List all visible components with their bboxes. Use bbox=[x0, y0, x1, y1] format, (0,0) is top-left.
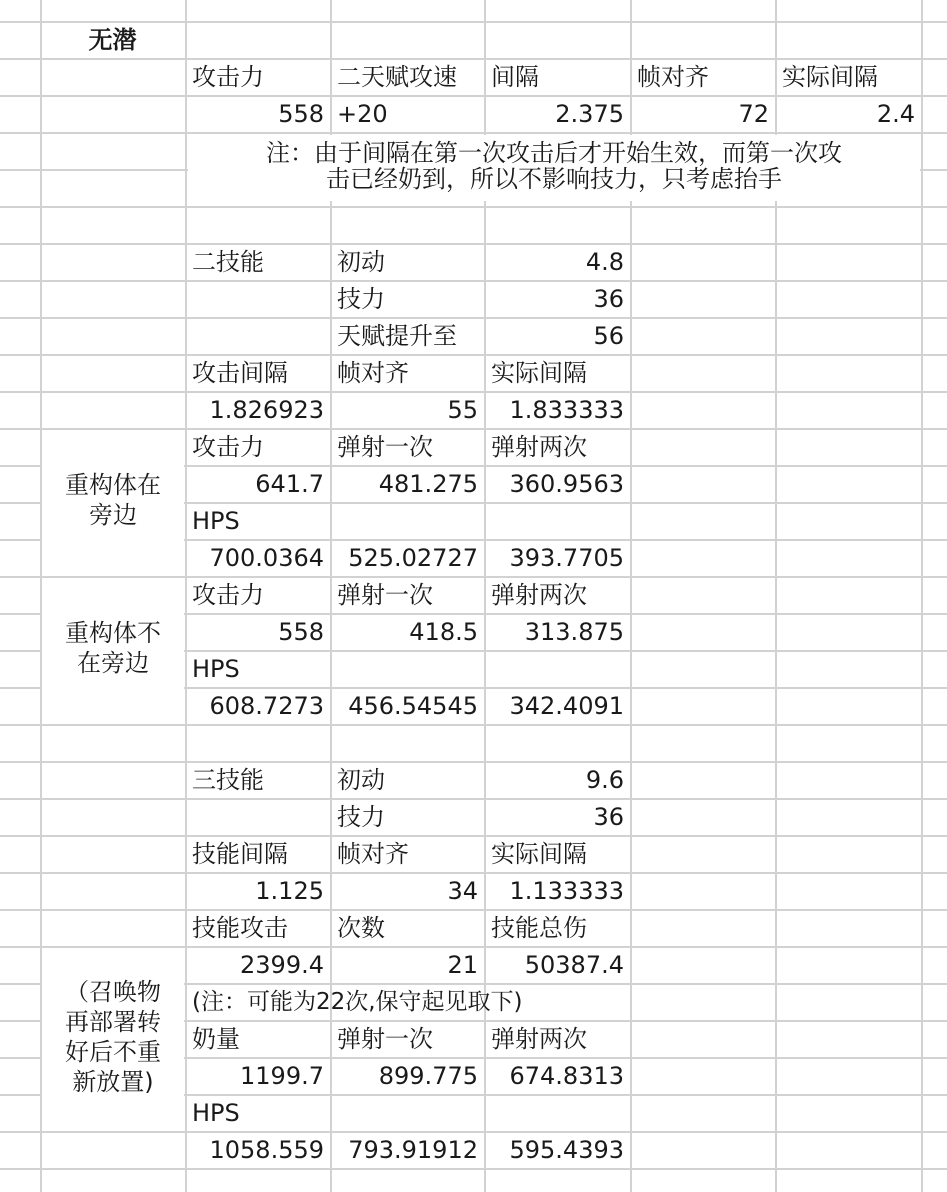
skill3-side-label[interactable] bbox=[42, 975, 184, 1109]
skill2-interval-header-2[interactable]: 实际间隔 bbox=[491, 359, 587, 387]
far-value-2[interactable]: 313.875 bbox=[524, 618, 624, 646]
skill3-hps-value-1[interactable]: 793.91912 bbox=[348, 1136, 478, 1164]
skill3-interval-header-2[interactable]: 实际间隔 bbox=[491, 840, 587, 868]
skill3-attack-header-0[interactable]: 技能攻击 bbox=[192, 914, 288, 942]
near-header-2[interactable]: 弹射两次 bbox=[491, 433, 587, 461]
skill3-interval-header-0[interactable]: 技能间隔 bbox=[192, 840, 288, 868]
skill3-side-line-2: 再部署转 bbox=[65, 1008, 161, 1036]
header-actual-interval[interactable]: 实际间隔 bbox=[782, 63, 878, 91]
header-frame-align[interactable]: 帧对齐 bbox=[637, 63, 709, 91]
skill2-init-value[interactable]: 4.8 bbox=[585, 248, 624, 276]
skill2-interval-value-2[interactable]: 1.833333 bbox=[509, 396, 624, 424]
far-hps-value-1[interactable]: 456.54545 bbox=[348, 692, 478, 720]
near-value-1[interactable]: 481.275 bbox=[378, 470, 478, 498]
skill3-hps-value-0[interactable]: 1058.559 bbox=[209, 1136, 324, 1164]
value-talent-speed[interactable]: +20 bbox=[337, 100, 388, 128]
near-hps-value-0[interactable]: 700.0364 bbox=[209, 544, 324, 572]
value-attack[interactable]: 558 bbox=[278, 100, 324, 128]
near-hps-value-2[interactable]: 393.7705 bbox=[509, 544, 624, 572]
skill3-heal-value-1[interactable]: 899.775 bbox=[378, 1062, 478, 1090]
skill3-init-label[interactable]: 初动 bbox=[337, 766, 385, 794]
skill3-sp-label[interactable]: 技力 bbox=[337, 803, 385, 831]
skill2-label[interactable]: 二技能 bbox=[192, 248, 264, 276]
header-interval[interactable]: 间隔 bbox=[491, 63, 539, 91]
value-actual-interval[interactable]: 2.4 bbox=[876, 100, 915, 128]
far-side-label[interactable] bbox=[42, 578, 184, 722]
far-side-label-line2: 在旁边 bbox=[77, 649, 149, 677]
skill3-heal-value-0[interactable]: 1199.7 bbox=[240, 1062, 324, 1090]
far-hps-value-2[interactable]: 342.4091 bbox=[509, 692, 624, 720]
note-line-1: 注：由于间隔在第一次攻击后才开始生效，而第一次攻 bbox=[266, 139, 842, 167]
far-hps-value-0[interactable]: 608.7273 bbox=[209, 692, 324, 720]
skill3-interval-value-0[interactable]: 1.125 bbox=[255, 877, 324, 905]
far-value-0[interactable]: 558 bbox=[278, 618, 324, 646]
skill2-talent-label[interactable]: 天赋提升至 bbox=[337, 322, 457, 350]
grid-row-line bbox=[0, 206, 947, 208]
sheet-title[interactable]: 无潜 bbox=[88, 26, 137, 54]
grid-col-line bbox=[921, 0, 923, 1192]
skill3-sp-value[interactable]: 36 bbox=[593, 803, 624, 831]
far-side-label-line1: 重构体不 bbox=[65, 619, 161, 647]
skill3-label[interactable]: 三技能 bbox=[192, 766, 264, 794]
skill2-interval-header-1[interactable]: 帧对齐 bbox=[337, 359, 409, 387]
skill2-talent-value[interactable]: 56 bbox=[593, 322, 624, 350]
skill3-hps-value-2[interactable]: 595.4393 bbox=[509, 1136, 624, 1164]
near-value-0[interactable]: 641.7 bbox=[255, 470, 324, 498]
skill3-heal-header-1[interactable]: 弹射一次 bbox=[337, 1025, 433, 1053]
skill3-heal-header-0[interactable]: 奶量 bbox=[192, 1025, 240, 1053]
value-interval[interactable]: 2.375 bbox=[555, 100, 624, 128]
skill3-attack-header-1[interactable]: 次数 bbox=[337, 914, 385, 942]
skill3-heal-header-2[interactable]: 弹射两次 bbox=[491, 1025, 587, 1053]
skill3-heal-value-2[interactable]: 674.8313 bbox=[509, 1062, 624, 1090]
far-header-0[interactable]: 攻击力 bbox=[192, 581, 264, 609]
skill3-side-line-1: （召唤物 bbox=[65, 978, 161, 1006]
interval-note[interactable] bbox=[188, 135, 920, 201]
far-hps-label[interactable]: HPS bbox=[192, 655, 240, 683]
skill3-interval-header-1[interactable]: 帧对齐 bbox=[337, 840, 409, 868]
far-value-1[interactable]: 418.5 bbox=[409, 618, 478, 646]
far-header-2[interactable]: 弹射两次 bbox=[491, 581, 587, 609]
skill3-attack-value-2[interactable]: 50387.4 bbox=[524, 951, 624, 979]
skill3-interval-value-2[interactable]: 1.133333 bbox=[509, 877, 624, 905]
skill3-side-line-4: 新放置) bbox=[72, 1068, 154, 1096]
value-frame-align[interactable]: 72 bbox=[738, 100, 769, 128]
skill3-side-line-3: 好后不重 bbox=[65, 1038, 161, 1066]
near-side-label-line1: 重构体在 bbox=[65, 471, 161, 499]
skill3-attack-header-2[interactable]: 技能总伤 bbox=[491, 914, 587, 942]
skill2-interval-header-0[interactable]: 攻击间隔 bbox=[192, 359, 288, 387]
near-header-0[interactable]: 攻击力 bbox=[192, 433, 264, 461]
skill3-attack-value-1[interactable]: 21 bbox=[447, 951, 478, 979]
near-hps-value-1[interactable]: 525.02727 bbox=[348, 544, 478, 572]
skill2-sp-label[interactable]: 技力 bbox=[337, 285, 385, 313]
near-hps-label[interactable]: HPS bbox=[192, 507, 240, 535]
skill2-init-label[interactable]: 初动 bbox=[337, 248, 385, 276]
far-header-1[interactable]: 弹射一次 bbox=[337, 581, 433, 609]
skill3-hps-label[interactable]: HPS bbox=[192, 1099, 240, 1127]
skill3-note[interactable]: (注：可能为22次,保守起见取下) bbox=[192, 989, 523, 1015]
skill3-interval-value-1[interactable]: 34 bbox=[447, 877, 478, 905]
near-header-1[interactable]: 弹射一次 bbox=[337, 433, 433, 461]
near-side-label[interactable] bbox=[42, 430, 184, 576]
skill3-attack-value-0[interactable]: 2399.4 bbox=[240, 951, 324, 979]
skill2-sp-value[interactable]: 36 bbox=[593, 285, 624, 313]
near-value-2[interactable]: 360.9563 bbox=[509, 470, 624, 498]
note-line-2: 击已经奶到，所以不影响技力，只考虑抬手 bbox=[326, 165, 782, 193]
near-side-label-line2: 旁边 bbox=[89, 501, 137, 529]
skill2-interval-value-1[interactable]: 55 bbox=[447, 396, 478, 424]
header-talent-speed[interactable]: 二天赋攻速 bbox=[337, 63, 457, 91]
skill3-init-value[interactable]: 9.6 bbox=[585, 766, 624, 794]
header-attack[interactable]: 攻击力 bbox=[192, 63, 264, 91]
skill2-interval-value-0[interactable]: 1.826923 bbox=[209, 396, 324, 424]
